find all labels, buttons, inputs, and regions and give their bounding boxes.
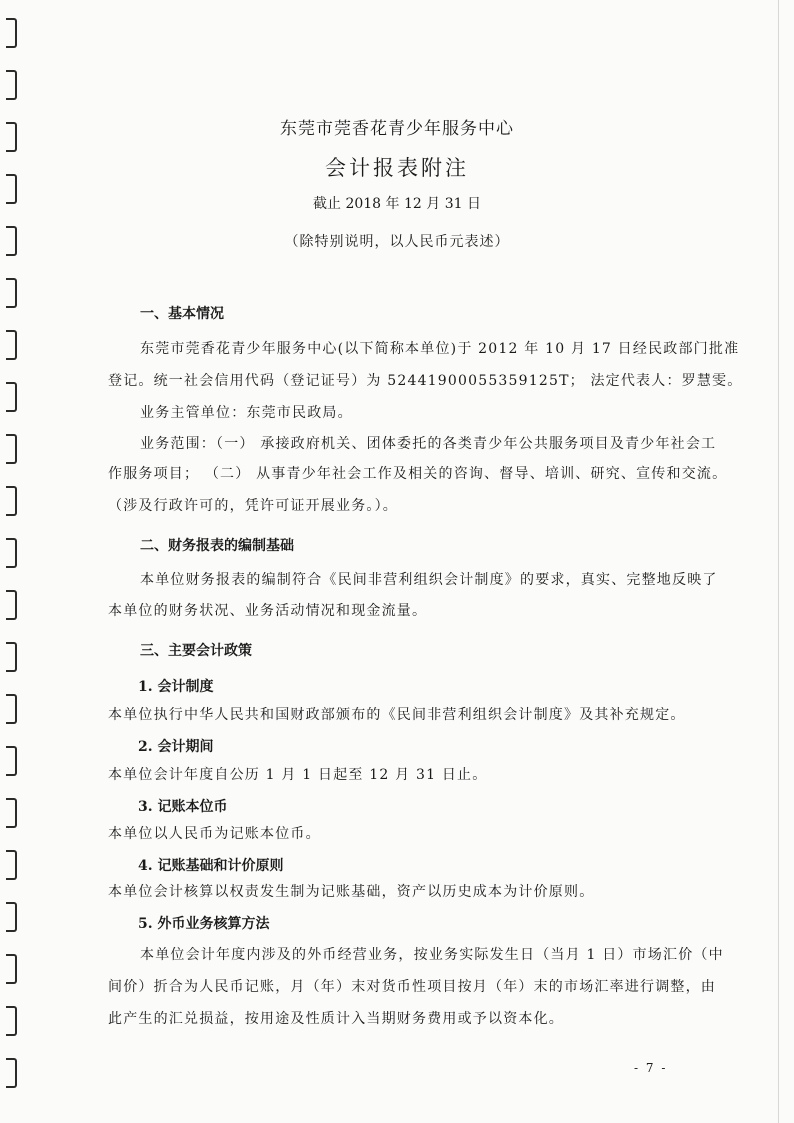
binding-ring: [6, 590, 17, 620]
binding-ring: [6, 1006, 17, 1036]
binding-ring: [6, 486, 17, 516]
paragraph-line: 本单位会计年度内涉及的外币经营业务，按业务实际发生日（当月 1 日）市场汇价（中: [140, 947, 724, 963]
binding-ring: [6, 798, 17, 828]
paragraph-line: 此产生的汇兑损益，按用途及性质计入当期财务费用或予以资本化。: [108, 1011, 564, 1027]
paragraph-line: 本单位执行中华人民共和国财政部颁布的《民间非营利组织会计制度》及其补充规定。: [108, 707, 686, 723]
paragraph-line: 东莞市莞香花青少年服务中心(以下简称本单位)于 2012 年 10 月 17 日经民政部门批准: [140, 341, 740, 357]
paragraph-line: （涉及行政许可的，凭许可证开展业务。）。: [108, 498, 398, 514]
paragraph-line: 本单位会计核算以权责发生制为记账基础，资产以历史成本为计价原则。: [108, 884, 595, 900]
paragraph-line: 业务范围：（一） 承接政府机关、团体委托的各类青少年公共服务项目及青少年社会工: [140, 436, 717, 452]
org-name-title: 东莞市莞香花青少年服务中心: [280, 119, 514, 139]
policy-heading: 1. 会计制度: [138, 679, 214, 695]
binding-ring: [6, 382, 17, 412]
period-date: 截止 2018 年 12 月 31 日: [313, 196, 481, 212]
paragraph-line: 登记。统一社会信用代码（登记证号）为 52441900055359125T； 法定代表人：罗慧雯。: [108, 373, 743, 389]
policy-heading: 5. 外币业务核算方法: [138, 916, 270, 932]
paragraph-line: 本单位财务报表的编制符合《民间非营利组织会计制度》的要求，真实、完整地反映了: [140, 572, 718, 588]
binding-ring: [6, 278, 17, 308]
binding-ring: [6, 746, 17, 776]
policy-heading: 2. 会计期间: [138, 739, 214, 755]
binding-ring: [6, 434, 17, 464]
binding-ring: [6, 70, 17, 100]
section-heading-basic-info: 一、基本情况: [140, 306, 224, 322]
binding-ring: [6, 642, 17, 672]
policy-heading: 4. 记账基础和计价原则: [138, 858, 284, 874]
section-heading-policies: 三、主要会计政策: [140, 643, 252, 659]
binding-ring: [6, 538, 17, 568]
paragraph-line: 作服务项目； （二） 从事青少年社会工作及相关的咨询、督导、培训、研究、宣传和交流。: [108, 466, 728, 482]
binding-ring: [6, 1058, 17, 1088]
binding-ring: [6, 954, 17, 984]
paragraph-line: 本单位的财务状况、业务活动情况和现金流量。: [108, 603, 428, 619]
currency-note: （除特别说明，以人民币元表述）: [284, 234, 510, 250]
policy-heading: 3. 记账本位币: [138, 799, 228, 815]
paragraph-line: 本单位会计年度自公历 1 月 1 日起至 12 月 31 日止。: [108, 767, 488, 783]
report-title: 会计报表附注: [325, 156, 469, 180]
binding-ring: [6, 18, 17, 48]
paragraph-line: 本单位以人民币为记账本位币。: [108, 826, 321, 842]
page-number: - 7 -: [634, 1061, 668, 1075]
paragraph-line: 业务主管单位：东莞市民政局。: [140, 405, 353, 421]
binding-ring: [6, 694, 17, 724]
binding-ring: [6, 902, 17, 932]
paragraph-line: 间价）折合为人民币记账，月（年）末对货币性项目按月（年）末的市场汇率进行调整，由: [108, 979, 716, 995]
binding-ring: [6, 850, 17, 880]
binding-ring: [6, 330, 17, 360]
section-heading-basis: 二、财务报表的编制基础: [140, 538, 294, 554]
